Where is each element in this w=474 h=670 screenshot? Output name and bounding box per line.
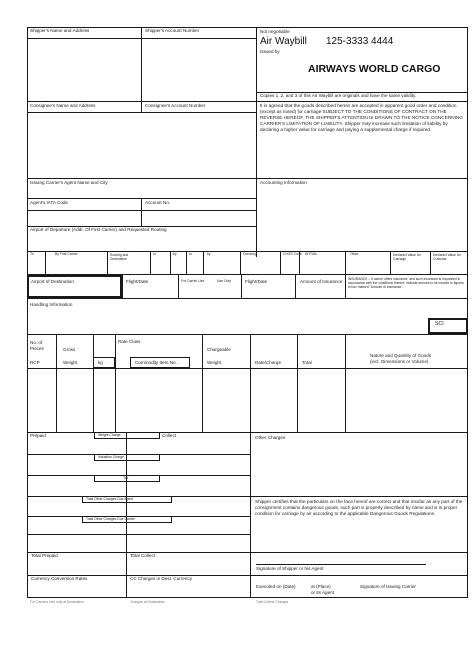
divider [93, 334, 94, 432]
rcp-label: RCP [30, 360, 40, 365]
insurance-note: INSURANCE – If carrier offers insurance, and such insurance is requested in accordance with the conditions thereof, indicate amount to be insured in figures in box marked "Amount of Insurance". [348, 277, 464, 290]
not-negotiable-label: Not negotiable [260, 29, 290, 34]
shipper-certification: Shipper certifies that the particulars on the face hereof are correct and that insofar as any part of the consignment contains dangerous goods, such part is properly described by name and is in proper condition for carriage by air according to the applicable Dangerous Goods Regulations. [255, 499, 463, 516]
routing-by3-label: by [207, 252, 211, 256]
issuing-agent-label: Issuing Carrier's Agent Name and City [30, 180, 108, 185]
divider [297, 334, 298, 432]
dimensions-volume-label: (incl. Dimensions or Volume) [370, 359, 429, 364]
air-waybill-label: Air Waybill [260, 36, 307, 47]
currency-conversion-label: Currency Conversion Rates [31, 576, 88, 581]
chargeable-weight-label: Weight [207, 360, 222, 365]
air-waybill-number: 125-3333 4444 [326, 36, 394, 47]
prepaid-label: Prepaid [30, 433, 46, 438]
kg-box [93, 357, 115, 368]
divider [345, 334, 346, 432]
declared-value-customs-label: Declared Value for Customs [433, 253, 461, 261]
divider [390, 251, 391, 274]
divider [280, 251, 281, 274]
divider [178, 274, 179, 298]
divider [56, 334, 57, 432]
divider [250, 334, 251, 432]
chargeable-label: Chargeable [207, 347, 231, 352]
divider [27, 112, 256, 113]
signature-shipper-label: Signature of Shipper or his Agent [256, 566, 324, 571]
divider [256, 27, 257, 257]
divider [241, 274, 242, 298]
flight-date-1-label: Flight/Date [126, 279, 149, 284]
commodity-item-label: Commodity Item No. [135, 360, 177, 365]
or-its-agent-label: or its Agent [311, 590, 334, 595]
weight-charge-label: Weight Charge [98, 433, 121, 437]
divider [240, 251, 241, 274]
divider [295, 274, 296, 298]
divider [27, 178, 468, 179]
divider [170, 251, 171, 274]
nature-quantity-label: Nature and Quantity of Goods [370, 353, 432, 358]
gross-label: Gross [63, 347, 76, 352]
other-charges-label: Other Charges [255, 435, 286, 440]
divider [27, 575, 468, 576]
divider [141, 101, 142, 112]
by-first-carrier-label: By First Carrier [55, 252, 78, 256]
conditions-of-contract: It is agreed that the goods described herein are accepted in apparent good order and condition (except as noted) for carriage SUBJECT TO THE CONDITIONS OF CONTRACT ON THE REVERSE HEREOF. THE SHIPPER'S ATTENTION IS DRAWN TO THE NOTICE CONCERNING CARRIER'S LIMITATION OF LIABILITY. Shipper may increase such limitation of liability by declaring a higher value for carriage and paying a supplemental charge if required. [260, 103, 463, 132]
frame-right [467, 27, 468, 597]
divider [202, 334, 203, 432]
handling-information-label: Handling Information [30, 302, 73, 307]
signature-carrier-label: Signature of Issuing Carrier [360, 584, 416, 589]
total-other-carrier-label: Total Other Charges Due Carrier [86, 517, 135, 521]
kg-label: kg [98, 360, 103, 365]
account-no-label: Account No. [145, 200, 171, 205]
at-place-label: at (Place) [311, 584, 331, 589]
use-only-label: Use Only [217, 279, 231, 283]
tax-label: Tax [123, 476, 129, 480]
total-other-agent-label: Total Other Charges Due Agent [86, 497, 134, 501]
airport-destination-label: Airport of Destination [31, 279, 74, 284]
shipper-name-label: Shipper's Name and Address [30, 28, 90, 33]
rate-class-label: Rate Class [118, 339, 141, 344]
divider [203, 251, 204, 274]
total-prepaid-label: Total Prepaid [31, 553, 58, 558]
routing-destination-label: Routing and Destination [110, 253, 129, 261]
copies-note: Copies 1, 2, and 3 of this Air Waybill are originals and have the same validity. [260, 93, 417, 98]
divider [27, 534, 250, 535]
chgs-code-label: CHGS Code [283, 252, 302, 256]
divider [115, 334, 116, 432]
currency-label: Currency [243, 252, 257, 256]
amount-insurance-label: Amount of Insurance [300, 279, 343, 284]
routing-to-label: To [30, 252, 34, 256]
rate-charge-label: Rate/Charge [255, 360, 282, 365]
cc-charges-label: CC Charges in Dest. Currency [130, 576, 193, 581]
sci-label: SCI [435, 321, 444, 327]
no-of-pieces-label: No. of Pieces [30, 340, 44, 351]
weight-label: Weight [63, 360, 78, 365]
for-carrier-use-label: For Carrier Use [181, 279, 205, 283]
divider [27, 38, 256, 39]
declared-value-carriage-label: Declared Value for Carriage [393, 253, 421, 261]
divider [122, 274, 123, 298]
issued-by-label: Issued by [260, 49, 280, 54]
wt-val-label: WT/VAL [305, 252, 318, 256]
divider [27, 597, 468, 598]
divider [27, 101, 468, 102]
consignee-name-label: Consignee's Name and Address [30, 103, 96, 108]
consignee-account-label: Consignee's Account Number [145, 103, 206, 108]
divider [250, 432, 251, 597]
collect-label: Collect [162, 433, 177, 438]
sci-box [428, 318, 468, 334]
valuation-charge-label: Valuation Charge [98, 455, 124, 459]
divider [345, 251, 346, 274]
divider [45, 251, 46, 274]
shipper-account-label: Shipper's Account Number [145, 28, 200, 33]
divider [250, 496, 468, 497]
total-collect-label: Total Collect [130, 553, 156, 558]
other-label: Other [350, 252, 359, 256]
charges-destination-label: Charges at Destination [130, 600, 165, 604]
for-carriers-use-label: For Carriers Use only at Destination [30, 600, 84, 604]
routing-to2-label: to [153, 252, 156, 256]
frame-top [27, 27, 468, 28]
divider [430, 251, 431, 274]
divider [27, 552, 468, 553]
divider [141, 198, 142, 226]
divider [27, 210, 256, 211]
total-collect-charges-label: Total Collect Charges [256, 600, 289, 604]
divider [107, 251, 108, 274]
shipper-signature-line [256, 564, 426, 565]
divider [150, 251, 151, 274]
total-label: Total [302, 360, 312, 365]
executed-on-label: Executed on (Date) [256, 584, 296, 589]
agent-iata-code-label: Agent's IATA Code [30, 200, 68, 205]
routing-by2-label: by [173, 252, 177, 256]
divider [345, 274, 346, 298]
issuing-carrier-name: AIRWAYS WORLD CARGO [308, 63, 441, 75]
airport-departure-label: Airport of Departure (Addr. Of First Carrier) and Requested Routing [30, 227, 167, 232]
divider [186, 251, 187, 274]
flight-date-2-label: Flight/Date [245, 279, 268, 284]
divider [27, 368, 468, 369]
routing-to3-label: to [189, 252, 192, 256]
divider [27, 298, 468, 299]
accounting-information-label: Accounting Information [260, 180, 307, 185]
